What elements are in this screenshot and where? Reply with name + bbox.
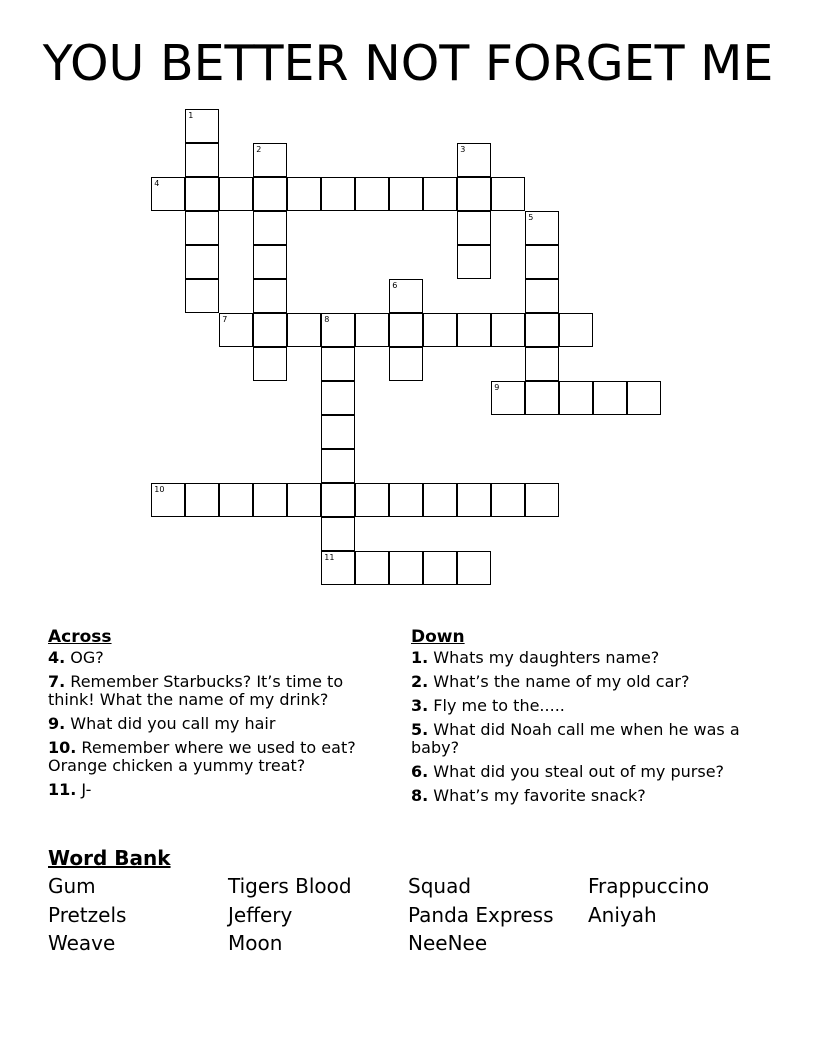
- grid-cell: [287, 177, 321, 211]
- across-heading: Across: [48, 627, 112, 647]
- clue-text: What did you call my hair: [65, 714, 276, 733]
- grid-cell: [457, 245, 491, 279]
- word-bank-item: Aniyah: [588, 902, 657, 927]
- word-bank-item: Panda Express: [408, 902, 554, 927]
- clue-number: 1: [188, 111, 194, 121]
- grid-cell: [321, 177, 355, 211]
- clue-text: Fly me to the.....: [428, 696, 565, 715]
- grid-cell: [219, 313, 253, 347]
- down-clue: [411, 721, 741, 757]
- clue-num: 2.: [411, 672, 429, 691]
- clue-num: 4.: [48, 648, 66, 667]
- grid-cell: [253, 177, 287, 211]
- grid-cell: [627, 381, 661, 415]
- clue-num: 5.: [411, 720, 429, 739]
- clue-text: Remember Starbucks? It’s time to think! What the name of my drink?: [48, 672, 344, 709]
- grid-cell: [491, 483, 525, 517]
- grid-cell: [525, 483, 559, 517]
- grid-cell: [457, 211, 491, 245]
- grid-cell: [491, 313, 525, 347]
- clue-num: 6.: [411, 762, 429, 781]
- clue-number: 7: [222, 315, 228, 325]
- clue-text: What did you steal out of my purse?: [428, 762, 725, 781]
- word-bank-heading: Word Bank: [48, 846, 171, 870]
- grid-cell: [593, 381, 627, 415]
- grid-cell: [321, 313, 355, 347]
- grid-cell: [355, 483, 389, 517]
- clue-number: 6: [392, 281, 398, 291]
- grid-cell: [185, 245, 219, 279]
- grid-cell: [389, 279, 423, 313]
- word-bank-item: Squad: [408, 874, 472, 898]
- word-bank: [48, 874, 768, 960]
- clue-text: Remember where we used to eat? Orange chicken a yummy treat?: [48, 738, 356, 775]
- puzzle-title: YOU BETTER NOT FORGET ME: [42, 35, 774, 92]
- clue-number: 4: [154, 179, 160, 189]
- down-clue: [411, 673, 741, 691]
- clue-text: What’s my favorite snack?: [428, 786, 646, 805]
- grid-cell: [423, 551, 457, 585]
- grid-cell: [253, 347, 287, 381]
- grid-cell: [287, 313, 321, 347]
- grid-cell: [457, 143, 491, 177]
- across-clue: [48, 781, 393, 799]
- clue-number: 5: [528, 213, 534, 223]
- grid-cell: [389, 177, 423, 211]
- word-bank-item: Jeffery: [228, 902, 293, 927]
- across-clue: [48, 739, 393, 775]
- grid-cell: [253, 313, 287, 347]
- grid-cell: [219, 483, 253, 517]
- word-bank-item: Weave: [48, 931, 116, 955]
- grid-cell: [321, 347, 355, 381]
- clue-num: 8.: [411, 786, 429, 805]
- clue-number: 3: [460, 145, 466, 155]
- clue-number: 9: [494, 383, 500, 393]
- grid-cell: [287, 483, 321, 517]
- grid-cell: [185, 279, 219, 313]
- grid-cell: [525, 245, 559, 279]
- grid-cell: [355, 177, 389, 211]
- grid-cell: [321, 551, 355, 585]
- grid-cell: [253, 483, 287, 517]
- grid-cell: [185, 143, 219, 177]
- down-clue: [411, 697, 741, 715]
- down-clue: [411, 787, 741, 805]
- clue-text: J-: [76, 780, 92, 799]
- grid-cell: [559, 381, 593, 415]
- grid-cell: [491, 177, 525, 211]
- word-bank-item: NeeNee: [408, 931, 488, 955]
- grid-cell: [525, 313, 559, 347]
- grid-cell: [457, 551, 491, 585]
- clue-num: 1.: [411, 648, 429, 667]
- grid-cell: [185, 109, 219, 143]
- grid-cell: [457, 313, 491, 347]
- grid-cell: [321, 517, 355, 551]
- grid-cell: [491, 381, 525, 415]
- grid-cell: [389, 313, 423, 347]
- clue-number: 2: [256, 145, 262, 155]
- clue-number: 8: [324, 315, 330, 325]
- grid-cell: [525, 347, 559, 381]
- grid-cell: [525, 211, 559, 245]
- grid-cell: [525, 381, 559, 415]
- word-bank-item: Gum: [48, 874, 96, 898]
- grid-cell: [151, 483, 185, 517]
- grid-cell: [219, 177, 253, 211]
- clue-num: 11.: [48, 780, 77, 799]
- down-clue-list: [411, 649, 741, 805]
- grid-cell: [389, 551, 423, 585]
- grid-cell: [253, 143, 287, 177]
- grid-cell: [253, 211, 287, 245]
- clue-num: 10.: [48, 738, 77, 757]
- grid-cell: [185, 177, 219, 211]
- grid-cell: [151, 177, 185, 211]
- grid-cell: [423, 313, 457, 347]
- clue-number: 11: [324, 553, 335, 563]
- grid-cell: [389, 483, 423, 517]
- clue-text: What did Noah call me when he was a baby?: [411, 720, 740, 757]
- grid-cell: [457, 483, 491, 517]
- clue-text: OG?: [65, 648, 104, 667]
- grid-cell: [525, 279, 559, 313]
- grid-cell: [423, 177, 457, 211]
- word-bank-item: Pretzels: [48, 902, 127, 927]
- across-clue: [48, 673, 393, 709]
- word-bank-item: Frappuccino: [588, 874, 710, 898]
- grid-cell: [321, 381, 355, 415]
- word-bank-item: Tigers Blood: [228, 874, 352, 898]
- down-clues: [411, 628, 741, 811]
- across-clue: [48, 715, 393, 733]
- down-clue: [411, 649, 741, 667]
- across-clue-list: [48, 649, 393, 799]
- across-clues: [48, 628, 393, 805]
- down-clue: [411, 763, 741, 781]
- grid-cell: [185, 211, 219, 245]
- grid-cell: [355, 313, 389, 347]
- grid-cell: [321, 415, 355, 449]
- grid-cell: [355, 551, 389, 585]
- clue-num: 3.: [411, 696, 429, 715]
- clue-text: Whats my daughters name?: [428, 648, 660, 667]
- clue-num: 7.: [48, 672, 66, 691]
- grid-cell: [185, 483, 219, 517]
- grid-cell: [389, 347, 423, 381]
- clue-number: 10: [154, 485, 165, 495]
- grid-cell: [423, 483, 457, 517]
- clue-num: 9.: [48, 714, 66, 733]
- grid-cell: [457, 177, 491, 211]
- word-bank-item: Moon: [228, 931, 283, 955]
- grid-cell: [559, 313, 593, 347]
- clue-text: What’s the name of my old car?: [428, 672, 690, 691]
- grid-cell: [321, 483, 355, 517]
- grid-cell: [321, 449, 355, 483]
- grid-cell: [253, 279, 287, 313]
- across-clue: [48, 649, 393, 667]
- down-heading: Down: [411, 627, 465, 647]
- grid-cell: [253, 245, 287, 279]
